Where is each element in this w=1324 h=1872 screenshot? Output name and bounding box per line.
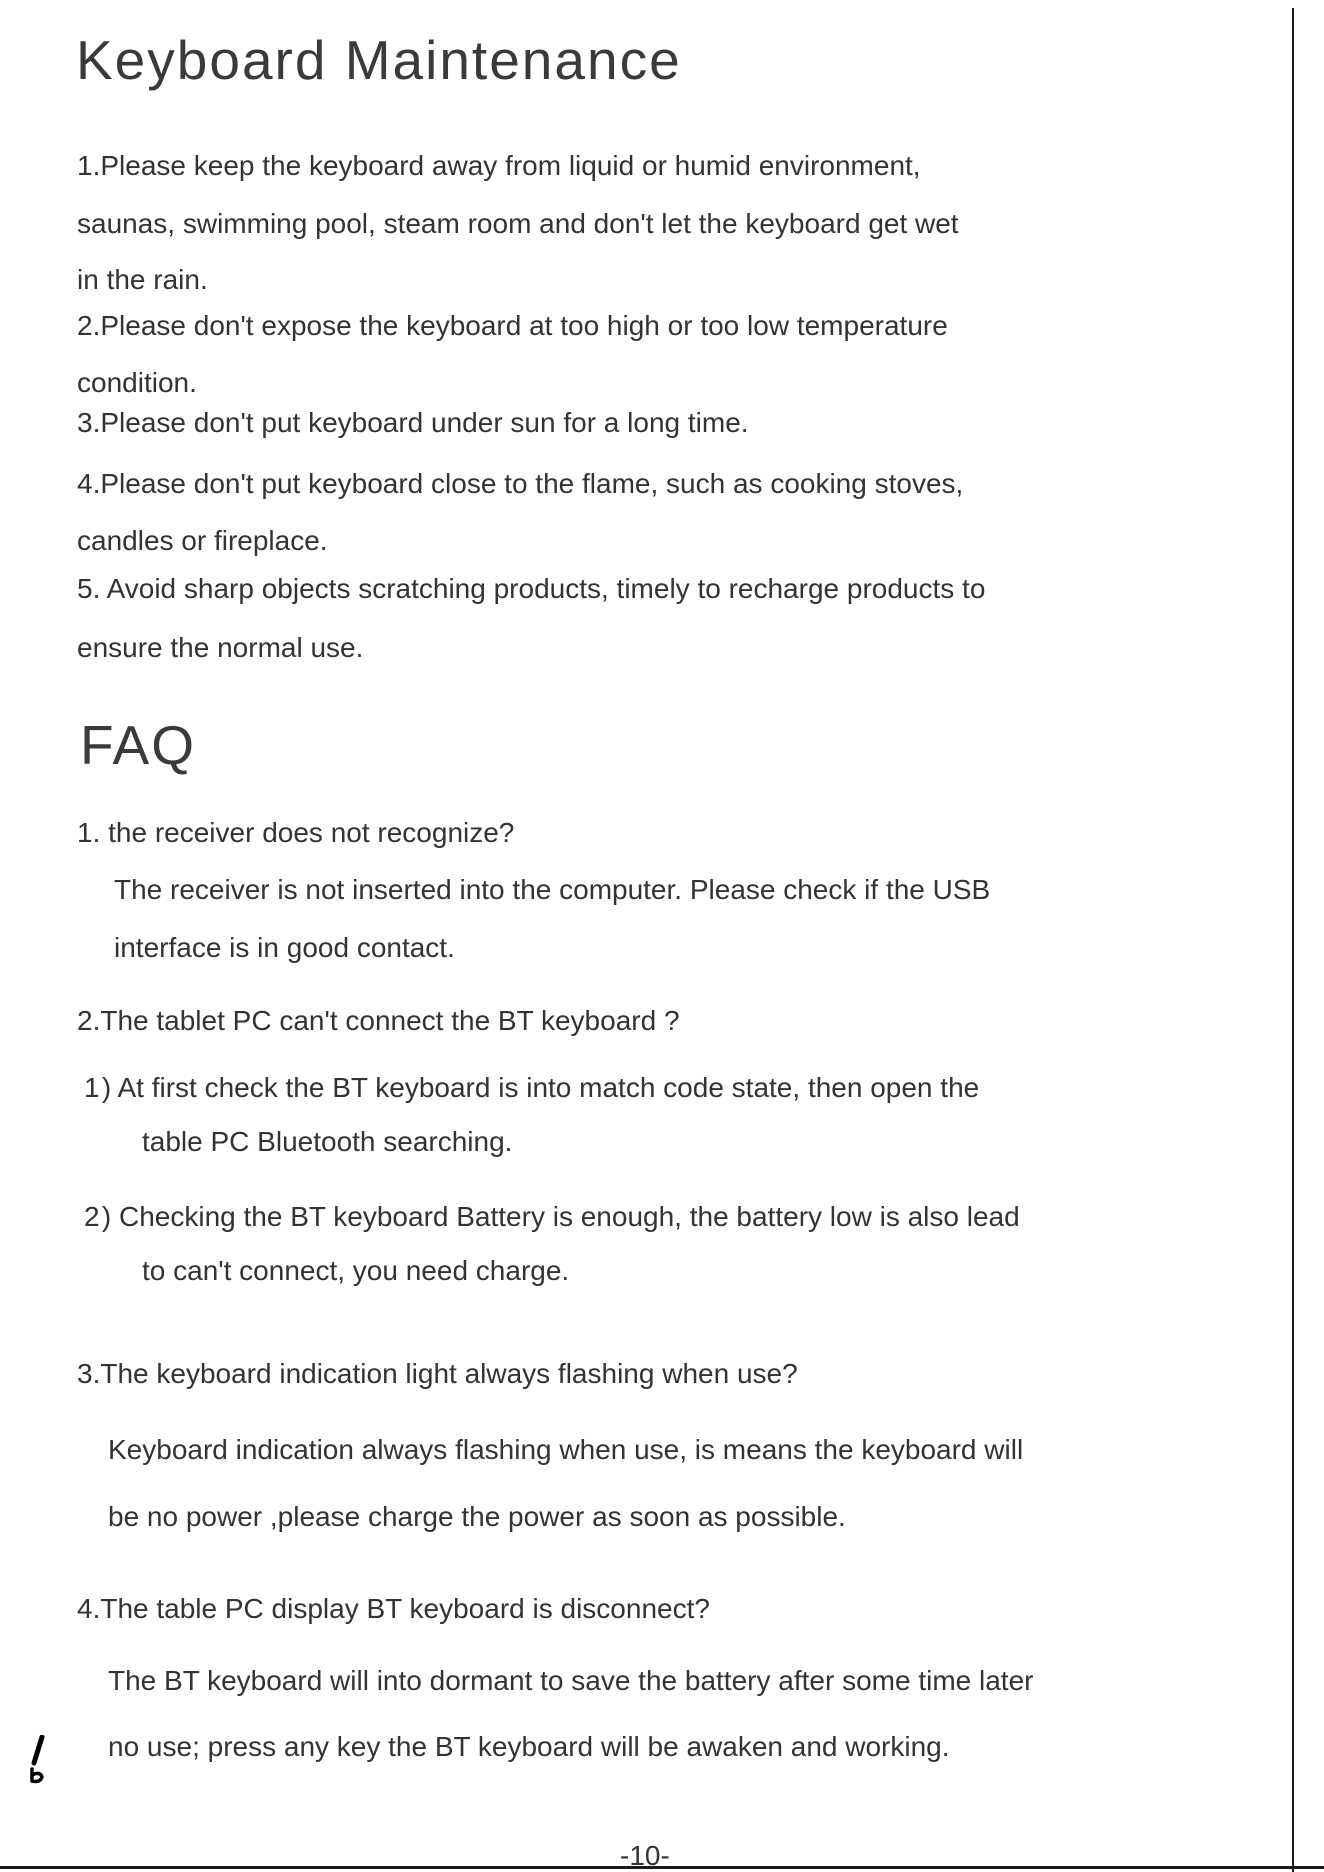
maintenance-line: 1.Please keep the keyboard away from liquid or humid environment, xyxy=(77,150,921,181)
faq-question: 1. the receiver does not recognize? xyxy=(77,817,515,848)
faq-answer-line: no use; press any key the BT keyboard will be awaken and working. xyxy=(108,1731,950,1762)
faq-step-line: to can't connect, you need charge. xyxy=(142,1255,570,1286)
faq-question: 2.The tablet PC can't connect the BT keyboard ? xyxy=(77,1005,680,1036)
faq-answer-line: interface is in good contact. xyxy=(114,932,455,963)
faq-step-line: table PC Bluetooth searching. xyxy=(142,1126,513,1157)
maintenance-line: 4.Please don't put keyboard close to the flame, such as cooking stoves, xyxy=(77,468,964,499)
section-title-faq: FAQ xyxy=(80,714,197,776)
faq-answer-line: be no power ,please charge the power as soon as possible. xyxy=(108,1501,846,1532)
faq-answer-line: The receiver is not inserted into the computer. Please check if the USB xyxy=(114,874,991,905)
section-title-maintenance: Keyboard Maintenance xyxy=(76,29,682,91)
maintenance-line: condition. xyxy=(77,367,197,398)
faq-question: 4.The table PC display BT keyboard is disconnect? xyxy=(77,1593,710,1624)
page-number: -10- xyxy=(620,1840,670,1871)
maintenance-line: in the rain. xyxy=(77,264,208,295)
maintenance-line: candles or fireplace. xyxy=(77,525,328,556)
faq-question: 3.The keyboard indication light always flashing when use? xyxy=(77,1358,798,1389)
faq-answer-line: The BT keyboard will into dormant to save the battery after some time later xyxy=(108,1665,1034,1696)
maintenance-line: 2.Please don't expose the keyboard at too high or too low temperature xyxy=(77,310,948,341)
faq-answer-line: Keyboard indication always flashing when use, is means the keyboard will xyxy=(108,1434,1024,1465)
faq-step-line: 1 ) At first check the BT keyboard is into match code state, then open the xyxy=(84,1072,980,1103)
right-border-line xyxy=(1292,8,1294,1872)
maintenance-line: saunas, swimming pool, steam room and don't let the keyboard get wet xyxy=(77,208,959,239)
handwritten-mark xyxy=(24,1735,54,1785)
maintenance-line: 5. Avoid sharp objects scratching products, timely to recharge products to xyxy=(77,573,986,604)
maintenance-line: 3.Please don't put keyboard under sun for a long time. xyxy=(77,407,749,438)
maintenance-line: ensure the normal use. xyxy=(77,632,364,663)
faq-step-line: 2 ) Checking the BT keyboard Battery is enough, the battery low is also lead xyxy=(84,1201,1020,1232)
